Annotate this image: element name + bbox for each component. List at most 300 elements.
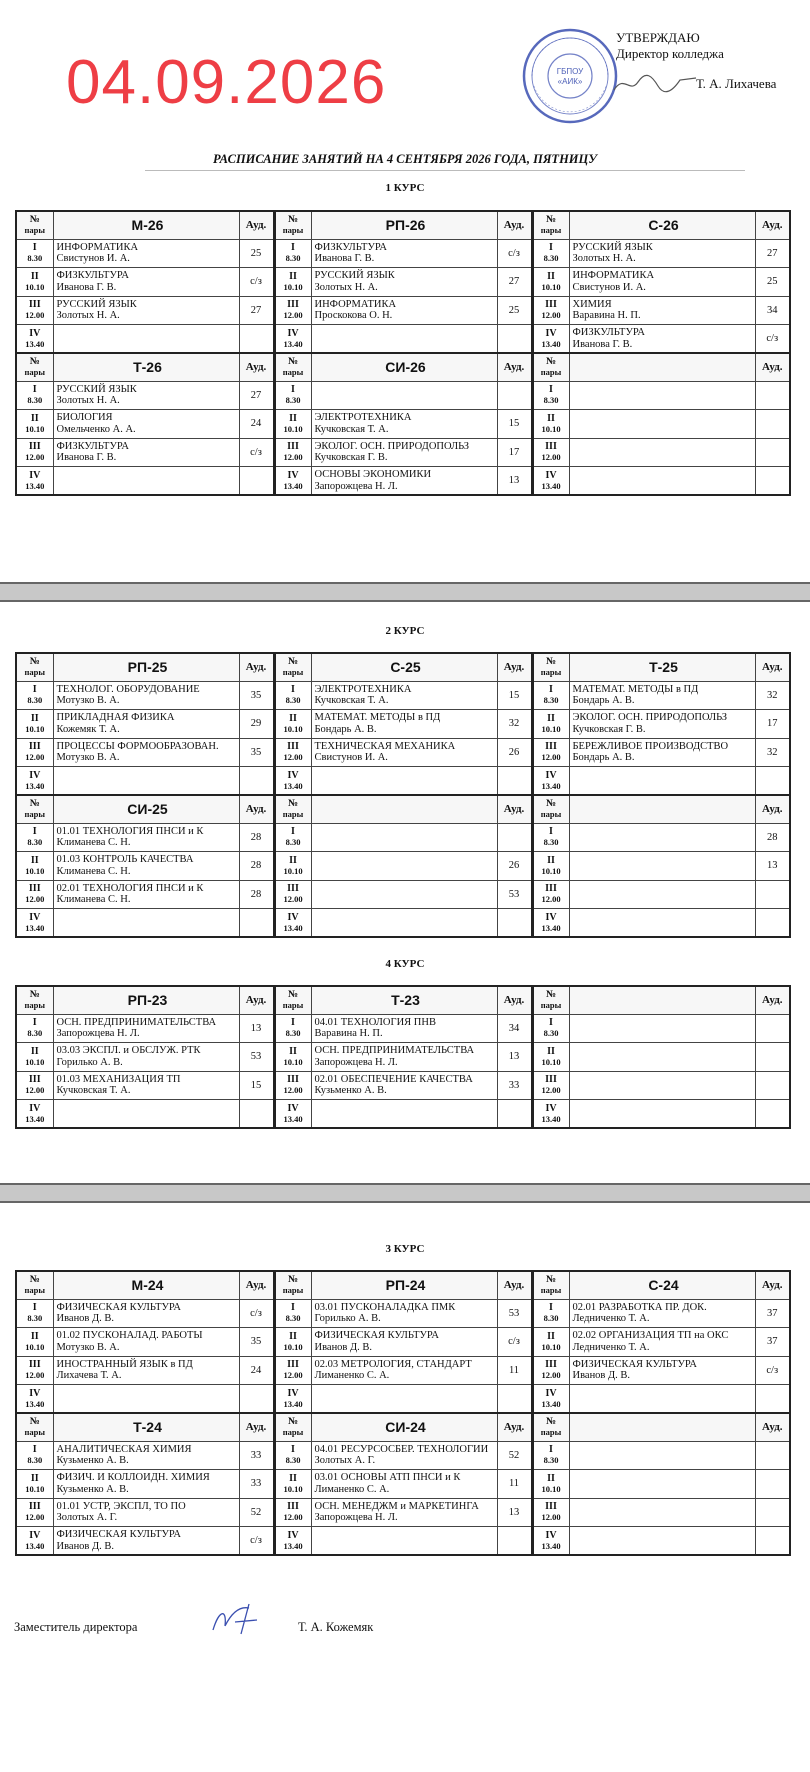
auditorium: 26 (497, 738, 532, 767)
pair-number (16, 325, 53, 354)
num-word: пары (24, 367, 45, 378)
group-name (569, 795, 755, 823)
pair-number (532, 325, 569, 354)
lesson-cell (569, 767, 755, 796)
num-symbol: № (545, 656, 557, 668)
auditorium: 33 (239, 1470, 274, 1499)
pair-roman: III (28, 741, 41, 753)
pair-roman: III (287, 883, 299, 895)
pair-number (16, 1100, 53, 1129)
teacher-name: Кузьменко А. В. (56, 1455, 129, 1467)
pair-time: 12.00 (541, 752, 561, 763)
pair-number (16, 1043, 53, 1072)
auditorium: 15 (497, 410, 532, 439)
lesson-cell (53, 710, 239, 739)
pair-time: 12.00 (541, 310, 561, 321)
teacher-name: Золотых Н. А. (56, 395, 120, 407)
subject-name: БЕРЕЖЛИВОЕ ПРОИЗВОДСТВО (572, 740, 729, 752)
pair-number-header (532, 211, 569, 239)
auditorium: 24 (239, 1356, 274, 1385)
num-word: пары (24, 1285, 45, 1296)
pair-roman: II (30, 1045, 39, 1057)
pair-number (274, 710, 311, 739)
pair-time: 8.30 (285, 1313, 301, 1324)
pair-roman: III (545, 1501, 557, 1513)
pair-number (16, 681, 53, 710)
pair-roman: I (32, 826, 37, 838)
pair-roman: I (291, 1302, 295, 1314)
num-symbol: № (29, 356, 40, 368)
pair-time: 12.00 (283, 452, 303, 463)
auditorium: 32 (755, 738, 790, 767)
teacher-name: Омельченко А. А. (56, 423, 136, 435)
auditorium: 27 (755, 239, 790, 268)
lesson-cell (569, 1071, 755, 1100)
pair-number (274, 1498, 311, 1527)
pair-number-header (532, 1413, 569, 1441)
approve-name: Т. А. Лихачева (696, 76, 777, 91)
auditorium: с/з (239, 1527, 274, 1556)
pair-number (532, 1100, 569, 1129)
group-name: С-25 (311, 653, 497, 681)
pair-roman: II (30, 854, 39, 866)
pair-number-header (274, 1271, 311, 1299)
lesson-cell (569, 410, 755, 439)
auditorium (239, 1100, 274, 1129)
schedule-table (15, 652, 791, 938)
pair-roman: III (545, 741, 557, 753)
subject-name: ТЕХНОЛОГ. ОБОРУДОВАНИЕ (56, 683, 200, 695)
num-symbol: № (287, 798, 299, 810)
pair-time: 13.40 (25, 480, 45, 491)
teacher-name: Климанева С. Н. (56, 894, 131, 906)
lesson-cell (53, 438, 239, 467)
pair-time: 8.30 (543, 695, 559, 706)
auditorium-header: Ауд. (497, 1271, 532, 1299)
auditorium: 28 (239, 880, 274, 909)
pair-roman: III (545, 1359, 557, 1371)
pair-number (274, 410, 311, 439)
pair-time: 12.00 (541, 1370, 561, 1381)
lesson-cell (53, 1100, 239, 1129)
lesson-row (16, 1527, 790, 1556)
pair-number (16, 823, 53, 852)
pair-time: 13.40 (283, 480, 303, 491)
teacher-name: Кучковская Т. А. (314, 695, 389, 707)
auditorium: 13 (497, 1498, 532, 1527)
lesson-cell (569, 909, 755, 938)
pair-roman: IV (287, 469, 299, 481)
pair-number (532, 1385, 569, 1414)
section-separator (0, 582, 810, 602)
pair-number (16, 710, 53, 739)
group-header-row (16, 1271, 790, 1299)
pair-number (16, 1385, 53, 1414)
pair-number-header (532, 353, 569, 381)
teacher-name: Бондарь А. В. (314, 723, 377, 735)
lesson-cell (311, 1441, 497, 1470)
num-word: пары (24, 1427, 45, 1438)
pair-time: 12.00 (25, 310, 45, 321)
pair-number-header (274, 986, 311, 1014)
big-date: 04.09.2026 (66, 48, 387, 117)
teacher-name: Иванов Д. В. (572, 1370, 631, 1382)
pair-time: 10.10 (283, 865, 303, 876)
auditorium (755, 1071, 790, 1100)
lesson-cell (53, 268, 239, 297)
pair-number (274, 1100, 311, 1129)
lesson-cell (311, 710, 497, 739)
pair-time: 10.10 (25, 1483, 45, 1494)
lesson-cell (311, 1470, 497, 1499)
lesson-cell (311, 268, 497, 297)
auditorium: 53 (497, 880, 532, 909)
pair-number (274, 1356, 311, 1385)
pair-time: 10.10 (283, 281, 303, 292)
pair-number (532, 1356, 569, 1385)
pair-number (532, 1299, 569, 1328)
lesson-cell (311, 1356, 497, 1385)
lesson-cell (569, 325, 755, 354)
lesson-cell (311, 1299, 497, 1328)
lesson-cell (311, 681, 497, 710)
pair-number-header (274, 653, 311, 681)
num-symbol: № (29, 1416, 40, 1428)
pair-roman: I (32, 384, 37, 396)
pair-number (16, 852, 53, 881)
subject-name: ИНФОРМАТИКА (314, 298, 397, 310)
pair-roman: I (549, 384, 553, 396)
director-signature (610, 68, 700, 98)
auditorium-header: Ауд. (239, 1271, 274, 1299)
group-name: Т-26 (53, 353, 239, 381)
num-word: пары (24, 1000, 45, 1011)
pair-roman: IV (29, 327, 41, 339)
pair-number (274, 1043, 311, 1072)
lesson-cell (569, 1356, 755, 1385)
pair-roman: IV (545, 469, 557, 481)
pair-number (532, 1498, 569, 1527)
lesson-cell (569, 239, 755, 268)
num-symbol: № (29, 656, 40, 668)
num-word: пары (24, 225, 45, 236)
pair-roman: III (287, 1359, 299, 1371)
auditorium-header: Ауд. (239, 795, 274, 823)
pair-roman: I (291, 826, 295, 838)
auditorium (755, 381, 790, 410)
pair-number (532, 823, 569, 852)
pair-number (532, 738, 569, 767)
pair-time: 10.10 (283, 1056, 303, 1067)
pair-time: 10.10 (541, 723, 561, 734)
auditorium-header: Ауд. (239, 353, 274, 381)
pair-time: 12.00 (541, 894, 561, 905)
auditorium: 11 (497, 1356, 532, 1385)
lesson-cell (311, 1498, 497, 1527)
num-symbol: № (287, 656, 299, 668)
auditorium-header: Ауд. (239, 986, 274, 1014)
pair-roman: I (32, 242, 37, 254)
pair-time: 8.30 (543, 1028, 559, 1039)
section-separator (0, 1183, 810, 1203)
subject-name: 03.03 ЭКСПЛ. и ОБСЛУЖ. РТК (56, 1045, 201, 1057)
auditorium-header: Ауд. (755, 1413, 790, 1441)
lesson-cell (569, 1328, 755, 1357)
schedule-table (15, 985, 791, 1129)
pair-roman: IV (29, 911, 41, 923)
subject-name: 01.01 ТЕХНОЛОГИЯ ПНСИ и К (56, 825, 204, 837)
subject-name: ФИЗКУЛЬТУРА (572, 327, 645, 338)
pair-time: 8.30 (27, 253, 43, 264)
group-header-row (16, 353, 790, 381)
pair-number (16, 1527, 53, 1556)
subject-name: ЭКОЛОГ. ОСН. ПРИРОДОПОЛЬЗ (572, 712, 728, 724)
pair-number (532, 909, 569, 938)
auditorium: 27 (239, 296, 274, 325)
auditorium: 13 (497, 1043, 532, 1072)
pair-roman: II (30, 1472, 39, 1484)
pair-roman: III (28, 1074, 41, 1086)
auditorium-header: Ауд. (497, 653, 532, 681)
lesson-cell (311, 438, 497, 467)
pair-time: 8.30 (543, 1313, 559, 1324)
subject-name: 01.03 КОНТРОЛЬ КАЧЕСТВА (56, 854, 194, 866)
group-name (311, 795, 497, 823)
pair-time: 12.00 (25, 752, 45, 763)
pair-number (532, 681, 569, 710)
pair-roman: II (547, 854, 555, 866)
num-symbol: № (287, 214, 299, 226)
pair-roman: II (547, 1045, 555, 1057)
pair-time: 10.10 (541, 423, 561, 434)
num-word: пары (282, 367, 304, 378)
lesson-row (16, 438, 790, 467)
teacher-name: Иванова Г. В. (56, 452, 117, 464)
pair-time: 8.30 (285, 253, 301, 264)
pair-roman: II (30, 1330, 39, 1342)
approve-role: Директор колледжа (616, 46, 724, 61)
teacher-name: Кожемяк Т. А. (56, 723, 120, 735)
pair-number-header (16, 1271, 53, 1299)
pair-time: 8.30 (27, 837, 43, 848)
pair-number (532, 268, 569, 297)
group-name: СИ-26 (311, 353, 497, 381)
pair-time: 10.10 (283, 1341, 303, 1352)
subject-name: 02.01 ОБЕСПЕЧЕНИЕ КАЧЕСТВА (314, 1073, 473, 1085)
lesson-cell (53, 1299, 239, 1328)
pair-number-header (16, 1413, 53, 1441)
pair-roman: IV (545, 1529, 557, 1541)
auditorium: 25 (755, 268, 790, 297)
pair-time: 13.40 (541, 780, 561, 791)
auditorium (755, 767, 790, 796)
auditorium: 33 (239, 1441, 274, 1470)
auditorium (755, 909, 790, 938)
teacher-name: Мотузко В. А. (56, 1341, 120, 1353)
lesson-row (16, 1385, 790, 1414)
teacher-name: Иванов Д. В. (314, 1341, 373, 1353)
lesson-cell (311, 880, 497, 909)
lesson-cell (569, 467, 755, 496)
pair-roman: III (545, 1074, 557, 1086)
pair-roman: II (289, 1330, 297, 1342)
teacher-name: Запорожцева Н. Л. (314, 1056, 398, 1068)
auditorium: 34 (497, 1014, 532, 1043)
pair-roman: III (287, 1074, 299, 1086)
course-heading: 1 КУРС (385, 182, 425, 194)
auditorium: с/з (497, 239, 532, 268)
group-name: М-24 (53, 1271, 239, 1299)
pair-time: 12.00 (25, 452, 45, 463)
auditorium: 17 (755, 710, 790, 739)
num-symbol: № (287, 1416, 299, 1428)
pair-number (274, 1328, 311, 1357)
pair-time: 10.10 (541, 1341, 561, 1352)
title-rule (145, 170, 745, 171)
lesson-row (16, 467, 790, 496)
pair-number (274, 681, 311, 710)
num-word: пары (540, 367, 562, 378)
lesson-cell (311, 381, 497, 410)
teacher-name: Лиманенко С. А. (314, 1483, 390, 1495)
pair-roman: I (549, 1302, 553, 1314)
lesson-cell (311, 325, 497, 354)
pair-time: 12.00 (25, 1512, 45, 1523)
pair-time: 8.30 (543, 1455, 559, 1466)
group-name: Т-23 (311, 986, 497, 1014)
schedule-table (15, 210, 791, 496)
auditorium: 52 (239, 1498, 274, 1527)
pair-number (532, 1527, 569, 1556)
teacher-name: Иванова Г. В. (572, 338, 633, 350)
group-name: РП-26 (311, 211, 497, 239)
lesson-cell (311, 1014, 497, 1043)
pair-time: 12.00 (283, 1512, 303, 1523)
pair-number (274, 1470, 311, 1499)
pair-number (274, 1441, 311, 1470)
pair-number-header (532, 986, 569, 1014)
group-name: РП-24 (311, 1271, 497, 1299)
pair-number (16, 1014, 53, 1043)
auditorium (497, 767, 532, 796)
lesson-row (16, 767, 790, 796)
pair-number (532, 1328, 569, 1357)
pair-roman: II (30, 270, 39, 282)
subject-name: 03.01 ОСНОВЫ АТП ПНСИ и К (314, 1472, 461, 1484)
group-name: Т-25 (569, 653, 755, 681)
pair-time: 10.10 (541, 1483, 561, 1494)
auditorium: 37 (755, 1299, 790, 1328)
pair-number (16, 1328, 53, 1357)
pair-number (16, 410, 53, 439)
lesson-cell (311, 1071, 497, 1100)
num-word: пары (282, 225, 304, 236)
teacher-name: Иванов Д. В. (56, 1540, 115, 1552)
lesson-cell (53, 767, 239, 796)
auditorium (755, 1385, 790, 1414)
lesson-row (16, 1441, 790, 1470)
auditorium: 53 (497, 1299, 532, 1328)
num-symbol: № (545, 989, 557, 1001)
auditorium (497, 1100, 532, 1129)
pair-number-header (532, 1271, 569, 1299)
auditorium: с/з (239, 438, 274, 467)
subject-name: ФИЗИЧЕСКАЯ КУЛЬТУРА (572, 1358, 698, 1370)
lesson-cell (311, 1527, 497, 1556)
auditorium: 25 (239, 239, 274, 268)
lesson-cell (569, 1441, 755, 1470)
auditorium: 17 (497, 438, 532, 467)
pair-time: 12.00 (25, 894, 45, 905)
auditorium (497, 1527, 532, 1556)
lesson-row (16, 1071, 790, 1100)
lesson-cell (569, 852, 755, 881)
subject-name: МАТЕМАТ. МЕТОДЫ в ПД (314, 712, 441, 724)
lesson-cell (311, 852, 497, 881)
pair-roman: IV (545, 769, 557, 781)
pair-time: 12.00 (25, 1085, 45, 1096)
pair-number-header (532, 795, 569, 823)
lesson-cell (569, 681, 755, 710)
lesson-cell (569, 823, 755, 852)
pair-roman: IV (545, 911, 557, 923)
subject-name: ФИЗКУЛЬТУРА (56, 440, 129, 452)
num-word: пары (540, 1000, 562, 1011)
auditorium: 26 (497, 852, 532, 881)
pair-roman: III (287, 299, 299, 311)
pair-roman: I (32, 684, 37, 696)
pair-roman: III (28, 1501, 41, 1513)
lesson-cell (53, 852, 239, 881)
subject-name: ИНФОРМАТИКА (572, 270, 655, 282)
subject-name: ОСН. ПРЕДПРИНИМАТЕЛЬСТВА (314, 1045, 475, 1057)
auditorium: 27 (239, 381, 274, 410)
pair-time: 13.40 (25, 922, 45, 933)
pair-number (16, 767, 53, 796)
pair-roman: II (289, 712, 297, 724)
subject-name: 01.01 УСТР, ЭКСПЛ, ТО ПО (56, 1500, 186, 1512)
subject-name: ЭЛЕКТРОТЕХНИКА (314, 683, 412, 695)
pair-time: 13.40 (541, 338, 561, 349)
auditorium: 13 (497, 467, 532, 496)
auditorium (239, 1385, 274, 1414)
schedule-title: РАСПИСАНИЕ ЗАНЯТИЙ НА 4 СЕНТЯБРЯ 2026 ГОДА, ПЯТНИЦУ (213, 152, 597, 166)
auditorium: 35 (239, 681, 274, 710)
pair-roman: II (289, 1472, 297, 1484)
lesson-cell (311, 467, 497, 496)
pair-roman: IV (29, 1529, 41, 1541)
pair-number (532, 296, 569, 325)
group-name (569, 353, 755, 381)
pair-roman: II (547, 1330, 555, 1342)
lesson-cell (53, 1071, 239, 1100)
pair-roman: IV (287, 911, 299, 923)
pair-roman: II (30, 712, 39, 724)
pair-time: 8.30 (285, 837, 301, 848)
pair-number (532, 438, 569, 467)
lesson-cell (569, 296, 755, 325)
lesson-cell (569, 438, 755, 467)
subject-name: ОСНОВЫ ЭКОНОМИКИ (314, 469, 432, 480)
subject-name: ФИЗКУЛЬТУРА (314, 241, 387, 253)
pair-number (274, 767, 311, 796)
num-symbol: № (29, 989, 40, 1001)
lesson-cell (569, 738, 755, 767)
lesson-cell (311, 296, 497, 325)
num-symbol: № (29, 1274, 40, 1286)
lesson-cell (53, 1385, 239, 1414)
pair-number (274, 909, 311, 938)
